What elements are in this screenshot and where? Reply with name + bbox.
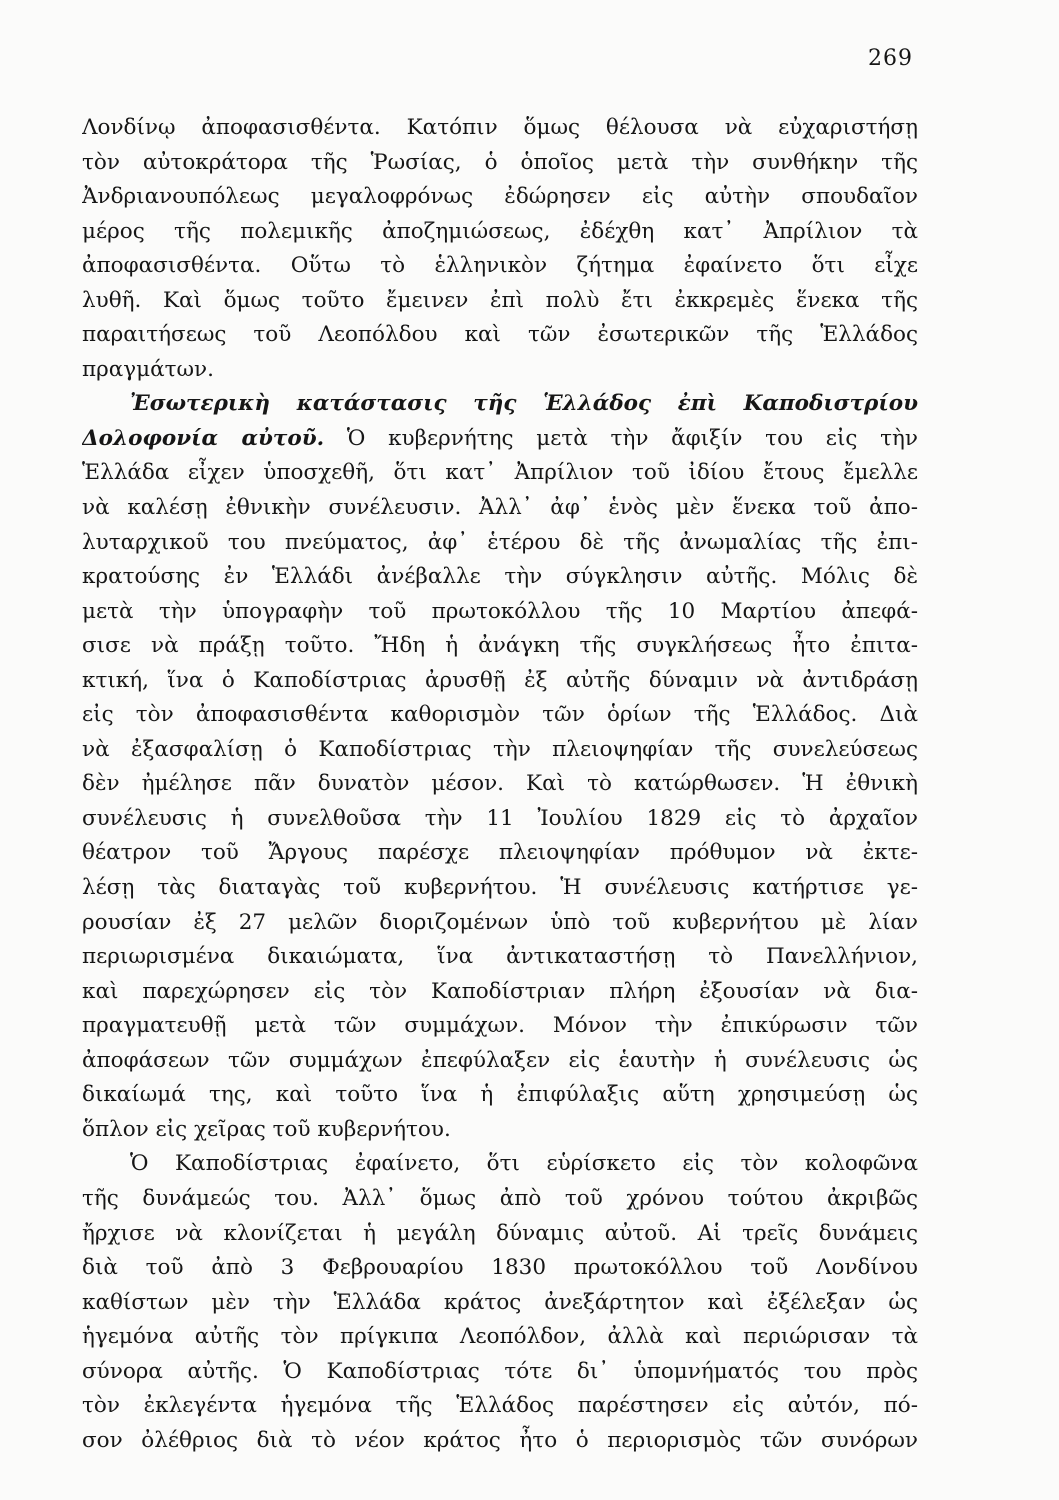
text-line: τῆς δυνάμεώς του. Ἀλλ᾽ ὅμως ἀπὸ τοῦ χρόνου τούτου ἀκριβῶς (82, 1185, 918, 1211)
text-line: νὰ καλέσῃ ἐθνικὴν συνέλευσιν. Ἀλλ᾽ ἀφ᾽ ἑνὸς μὲν ἕνεκα τοῦ ἀπο- (82, 495, 918, 521)
text-line: καθίστων μὲν τὴν Ἑλλάδα κράτος ἀνεξάρτητον καὶ ἐξέλεξαν ὡς (82, 1289, 918, 1315)
text-line (82, 422, 918, 457)
text-line: συνέλευσις ἡ συνελθοῦσα τὴν 11 Ἰουλίου 1829 εἰς τὸ ἀρχαῖον (82, 805, 918, 831)
text-line: δὲν ἠμέλησε πᾶν δυνατὸν μέσον. Καὶ τὸ κατώρθωσεν. Ἡ ἐθνικὴ (82, 771, 918, 797)
text-line: διὰ τοῦ ἀπὸ 3 Φεβρουαρίου 1830 πρωτοκόλλου τοῦ Λονδίνου (82, 1255, 918, 1281)
text-line: νὰ ἐξασφαλίσῃ ὁ Καποδίστριας τὴν πλειοψηφίαν τῆς συνελεύσεως (82, 736, 918, 762)
text-line: περιωρισμένα δικαιώματα, ἵνα ἀντικαταστήσῃ τὸ Πανελλήνιον, (82, 944, 918, 970)
text-line: σον ὀλέθριος διὰ τὸ νέον κράτος ἦτο ὁ περιορισμὸς τῶν συνόρων (82, 1427, 918, 1453)
text-line: καὶ παρεχώρησεν εἰς τὸν Καποδίστριαν πλήρη ἐξουσίαν νὰ δια- (82, 978, 918, 1004)
text-line: λυταρχικοῦ του πνεύματος, ἀφ᾽ ἑτέρου δὲ τῆς ἀνωμαλίας τῆς ἐπι- (82, 529, 918, 555)
text-line: κτική, ἵνα ὁ Καποδίστριας ἀρυσθῇ ἐξ αὐτῆς δύναμιν νὰ ἀντιδράσῃ (82, 667, 918, 693)
text-line: παραιτήσεως τοῦ Λεοπόλδου καὶ τῶν ἐσωτερικῶν τῆς Ἑλλάδος (82, 322, 918, 348)
text-line: ἀποφάσεων τῶν συμμάχων ἐπεφύλαξεν εἰς ἑαυτὴν ἡ συνέλευσις ὡς (82, 1047, 918, 1073)
text-line: λέσῃ τὰς διαταγὰς τοῦ κυβερνήτου. Ἡ συνέλευσις κατήρτισε γε- (82, 875, 918, 901)
text-line: θέατρον τοῦ Ἄργους παρέσχε πλειοψηφίαν πρόθυμον νὰ ἐκτε- (82, 840, 918, 866)
section-heading: Ἐσωτερικὴ κατάστασις τῆς Ἑλλάδος ἐπὶ Καποδιστρίου (130, 391, 918, 417)
text-line: ὅπλον εἰς χεῖρας τοῦ κυβερνήτου. (82, 1116, 451, 1142)
text-line: εἰς τὸν ἀποφασισθέντα καθορισμὸν τῶν ὁρίων τῆς Ἑλλάδος. Διὰ (82, 702, 918, 728)
text-line: τὸν αὐτοκράτορα τῆς Ῥωσίας, ὁ ὁποῖος μετὰ τὴν συνθήκην τῆς (82, 149, 918, 175)
section-heading-end: Δολοφονία αὐτοῦ. (82, 425, 325, 451)
text-line: ἡγεμόνα αὐτῆς τὸν πρίγκιπα Λεοπόλδον, ἀλλὰ καὶ περιώρισαν τὰ (82, 1324, 918, 1350)
text-line: λυθῆ. Καὶ ὅμως τοῦτο ἔμεινεν ἐπὶ πολὺ ἔτι ἐκκρεμὲς ἕνεκα τῆς (82, 287, 918, 313)
text-line: μέρος τῆς πολεμικῆς ἀποζημιώσεως, ἐδέχθη κατ᾽ Ἀπρίλιον τὰ (82, 218, 918, 244)
text-line: ἀποφασισθέντα. Οὕτω τὸ ἑλληνικὸν ζήτημα ἐφαίνετο ὅτι εἶχε (82, 253, 918, 279)
text-line: Ἑλλάδα εἶχεν ὑποσχεθῆ, ὅτι κατ᾽ Ἀπρίλιον τοῦ ἰδίου ἔτους ἔμελλε (82, 460, 918, 486)
text-line: Λονδίνῳ ἀποφασισθέντα. Κατόπιν ὅμως θέλουσα νὰ εὐχαριστήσῃ (82, 115, 918, 140)
text-line: δικαίωμά της, καὶ τοῦτο ἵνα ἡ ἐπιφύλαξις αὕτη χρησιμεύσῃ ὡς (82, 1082, 918, 1108)
text-line-continuation: Ὁ κυβερνήτης μετὰ τὴν ἄφιξίν του εἰς τὴν (346, 425, 918, 451)
page-number: 269 (868, 46, 913, 71)
text-line: πραγμάτων. (82, 356, 214, 382)
text-line: μετὰ τὴν ὑπογραφὴν τοῦ πρωτοκόλλου τῆς 10 Μαρτίου ἀπεφά- (82, 598, 918, 624)
text-line: κρατούσης ἐν Ἑλλάδι ἀνέβαλλε τὴν σύγκλησιν αὐτῆς. Μόλις δὲ (82, 564, 918, 590)
text-line: σύνορα αὐτῆς. Ὁ Καποδίστριας τότε δι᾽ ὑπομνήματός του πρὸς (82, 1358, 918, 1384)
text-line: Ἀνδριανουπόλεως μεγαλοφρόνως ἐδώρησεν εἰς αὐτὴν σπουδαῖον (82, 184, 918, 210)
text-line: σισε νὰ πράξῃ τοῦτο. Ἤδη ἡ ἀνάγκη τῆς συγκλήσεως ἦτο ἐπιτα- (82, 633, 918, 659)
text-line: Ὁ Καποδίστριας ἐφαίνετο, ὅτι εὑρίσκετο εἰς τὸν κολοφῶνα (130, 1151, 918, 1177)
text-line: πραγματευθῇ μετὰ τῶν συμμάχων. Μόνον τὴν ἐπικύρωσιν τῶν (82, 1013, 918, 1039)
text-line: τὸν ἐκλεγέντα ἡγεμόνα τῆς Ἑλλάδος παρέστησεν εἰς αὐτόν, πό- (82, 1393, 918, 1419)
text-line: ἤρχισε νὰ κλονίζεται ἡ μεγάλη δύναμις αὐτοῦ. Αἱ τρεῖς δυνάμεις (82, 1220, 918, 1246)
body-text (82, 111, 918, 1458)
text-line: ρουσίαν ἐξ 27 μελῶν διοριζομένων ὑπὸ τοῦ κυβερνήτου μὲ λίαν (82, 909, 918, 935)
